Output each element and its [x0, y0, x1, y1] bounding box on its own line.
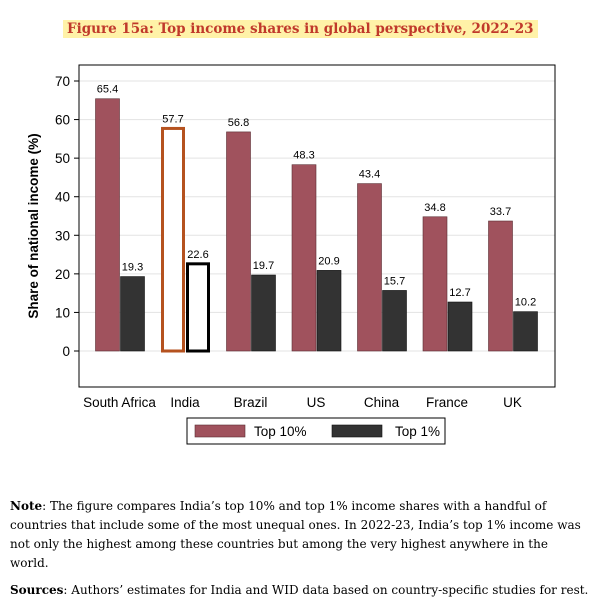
- category-label: UK: [503, 395, 522, 410]
- bar-top1-south-africa: [121, 277, 145, 351]
- category-label: US: [306, 395, 326, 410]
- bars: [96, 99, 538, 351]
- category-labels: [83, 395, 522, 410]
- sources-label: Sources: [10, 583, 64, 597]
- legend-swatch-top10: [195, 425, 245, 437]
- value-label-top10: 56.8: [227, 116, 250, 129]
- bar-top1-uk: [514, 312, 538, 351]
- bar-top10-brazil: [227, 132, 251, 351]
- y-tick-label: 10: [54, 305, 70, 321]
- value-label-top10: 65.4: [96, 83, 119, 96]
- note-paragraph: [10, 497, 590, 573]
- note-label: Note: [10, 499, 43, 513]
- legend-swatch-top1: [332, 425, 382, 437]
- value-label-top10: 33.7: [489, 206, 512, 219]
- category-label: India: [170, 395, 200, 410]
- bar-top1-france: [448, 302, 472, 351]
- value-label-top1: 12.7: [449, 287, 471, 300]
- value-label-top1: 19.3: [121, 261, 144, 274]
- value-label-top10: 43.4: [358, 168, 381, 181]
- y-axis-ticks: [55, 74, 79, 359]
- legend-label-top10: Top 10%: [254, 424, 307, 439]
- value-label-top10: 57.7: [162, 113, 184, 126]
- y-tick-label: 60: [54, 112, 70, 128]
- figure-title: Figure 15a: Top income shares in global perspective, 2022-23: [63, 20, 538, 38]
- y-tick-label: 0: [62, 344, 70, 359]
- category-label: France: [425, 395, 469, 410]
- value-label-top10: 48.3: [293, 149, 315, 162]
- value-label-top10: 34.8: [424, 201, 446, 214]
- bar-top10-uk: [489, 221, 513, 351]
- y-tick-label: 20: [54, 266, 70, 282]
- value-label-top1: 22.6: [187, 248, 209, 261]
- sources-text: : Authors’ estimates for India and WID data based on country-specific studies for rest.: [63, 583, 589, 597]
- legend: [187, 418, 445, 444]
- legend-label-top1: Top 1%: [395, 424, 441, 439]
- bar-top10-china: [358, 184, 382, 351]
- bar-top1-us: [317, 270, 341, 351]
- bar-top1-brazil: [252, 275, 276, 351]
- y-tick-label: 40: [54, 189, 70, 205]
- bar-top1-china: [383, 290, 407, 351]
- bar-top10-south-africa: [96, 99, 120, 351]
- value-label-top1: 19.7: [252, 260, 275, 273]
- category-label: Brazil: [233, 395, 268, 410]
- y-axis-label: Share of national income (%): [26, 133, 41, 319]
- y-tick-label: 50: [54, 151, 70, 167]
- value-label-top1: 15.7: [383, 275, 406, 288]
- bar-top1-india: [188, 264, 209, 351]
- bar-top10-france: [423, 217, 447, 351]
- category-label: South Africa: [83, 395, 156, 410]
- bar-top10-us: [292, 165, 316, 351]
- sources-paragraph: [10, 581, 590, 600]
- value-label-top1: 20.9: [318, 255, 340, 268]
- bar-top10-india: [163, 128, 184, 351]
- category-label: China: [363, 395, 400, 410]
- y-tick-label: 30: [54, 228, 70, 244]
- value-label-top1: 10.2: [514, 296, 537, 309]
- y-tick-label: 70: [54, 74, 70, 89]
- note-text: : The figure compares India’s top 10% and top 1% income shares with a handful of countries that include some of the most unequal ones. In 2022-23, India’s top 1% income was not only the highest among these countries but among the very highest anywhere in the world.: [10, 499, 581, 570]
